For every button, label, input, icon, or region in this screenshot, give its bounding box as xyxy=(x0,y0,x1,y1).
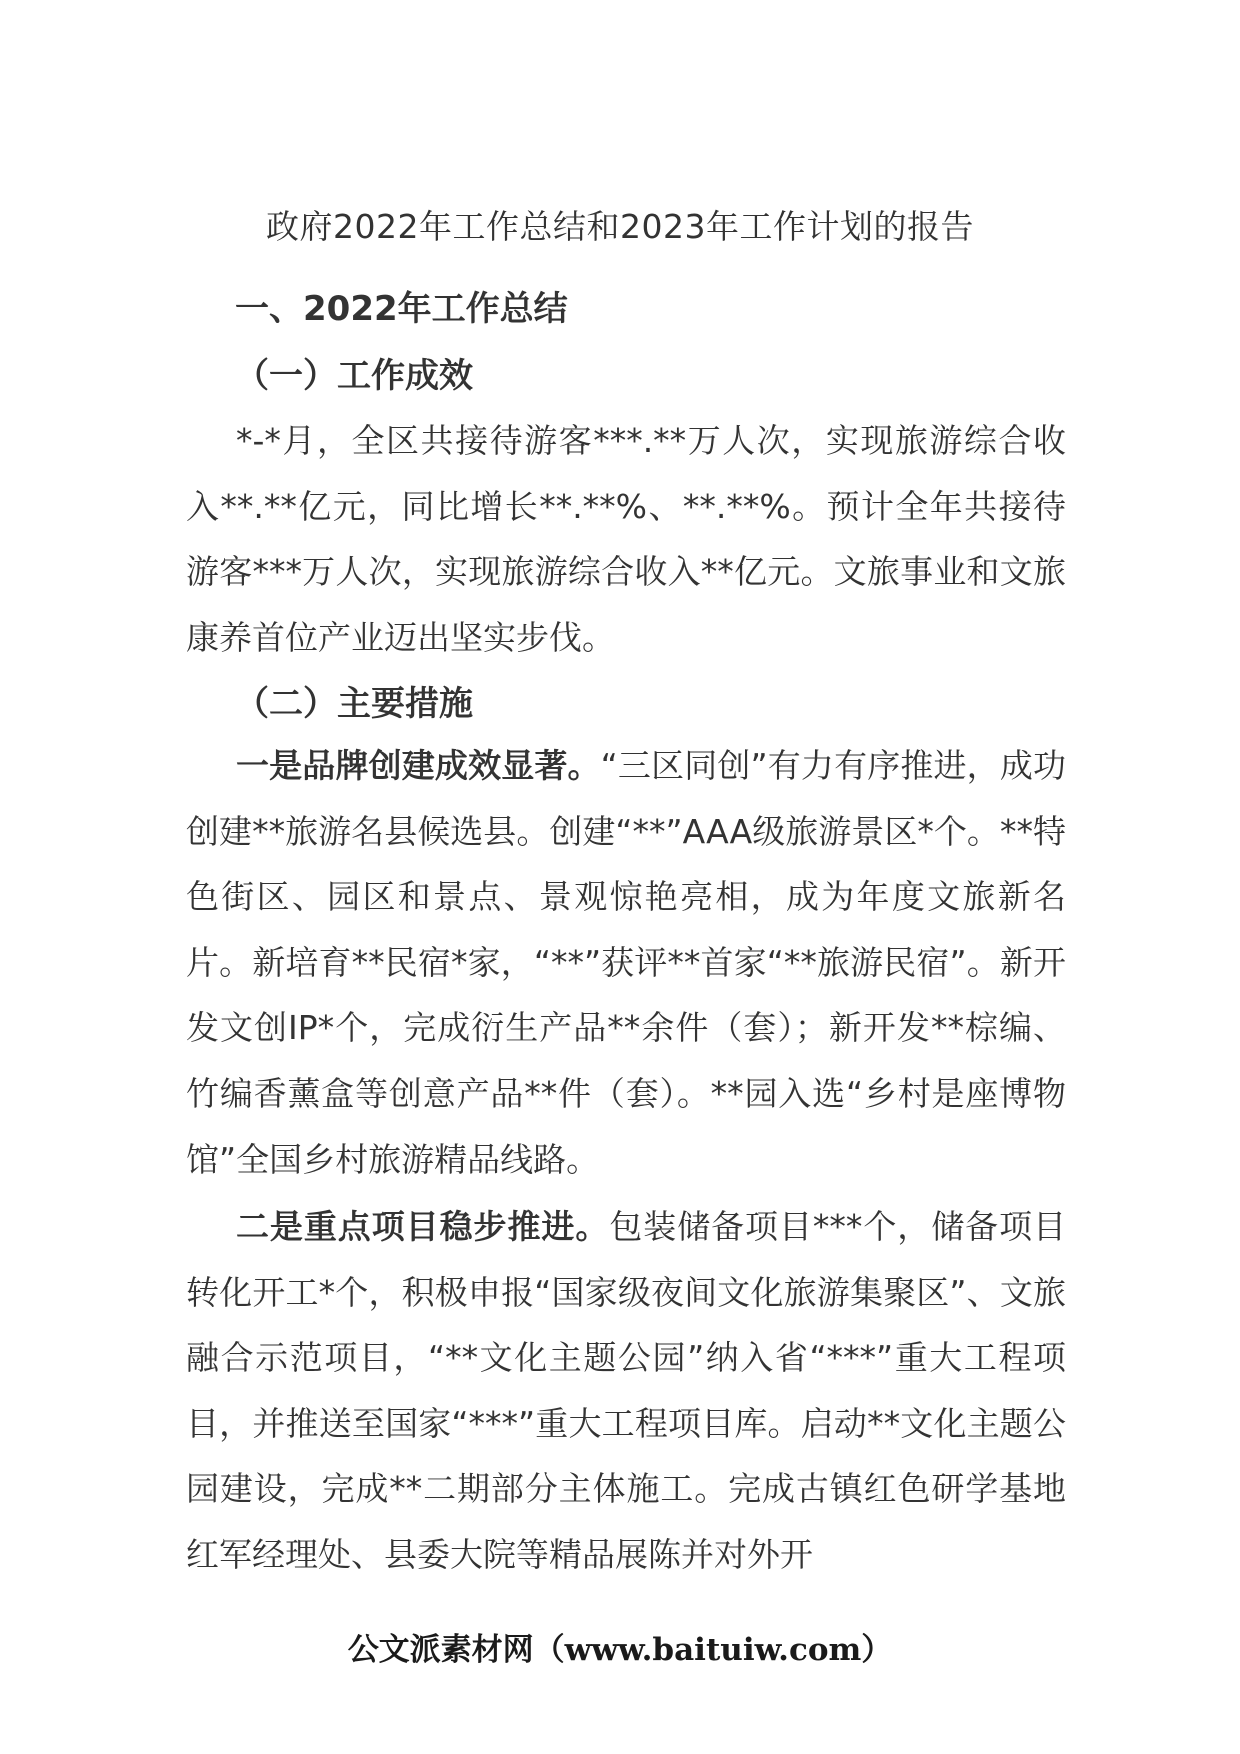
footer-watermark: 公文派素材网（www.baituiw.com） xyxy=(347,1632,893,1668)
subsection-heading-measures: （二）主要措施 xyxy=(235,684,473,724)
paragraph-body-projects: 包装储备项目***个，储备项目转化开工*个，积极申报“国家级夜间文化旅游集聚区”、文旅融合示范项目，“**文化主题公园”纳入省“***”重大工程项目，并推送至国家“***”重大工程项目库。启动**文化主题公园建设，完成**二期部分主体施工。完成古镇红色研学基地红军经理处、县委大院等精品展陈并对外开 xyxy=(186,1207,1066,1574)
paragraph-lead-brand: 一是品牌创建成效显著。 xyxy=(236,746,601,785)
paragraph-body-brand: “三区同创”有力有序推进，成功创建**旅游名县候选县。创建“**”AAA级旅游景区*个。**特色街区、园区和景点、景观惊艳亮相，成为年度文旅新名片。新培育**民宿*家，“**”获评**首家“**旅游民宿”。新开发文创IP*个，完成衍生产品**余件（套）；新开发**棕编、竹编香薰盒等创意产品**件（套）。**园入选“乡村是座博物馆”全国乡村旅游精品线路。 xyxy=(186,746,1066,1179)
document-title: 政府2022年工作总结和2023年工作计划的报告 xyxy=(266,207,974,246)
section-heading-2022-summary: 一、2022年工作总结 xyxy=(235,289,568,329)
paragraph-lead-projects: 二是重点项目稳步推进。 xyxy=(236,1207,610,1246)
paragraph-brand-creation xyxy=(186,733,1066,1192)
paragraph-key-projects xyxy=(186,1194,1066,1594)
paragraph-results: *-*月，全区共接待游客***.**万人次，实现旅游综合收入**.**亿元，同比增长**.**%、**.**%。预计全年共接待游客***万人次，实现旅游综合收入**亿元。文旅事业和文旅康养首位产业迈出坚实步伐。 xyxy=(186,421,1066,657)
subsection-heading-results: （一）工作成效 xyxy=(235,356,473,396)
